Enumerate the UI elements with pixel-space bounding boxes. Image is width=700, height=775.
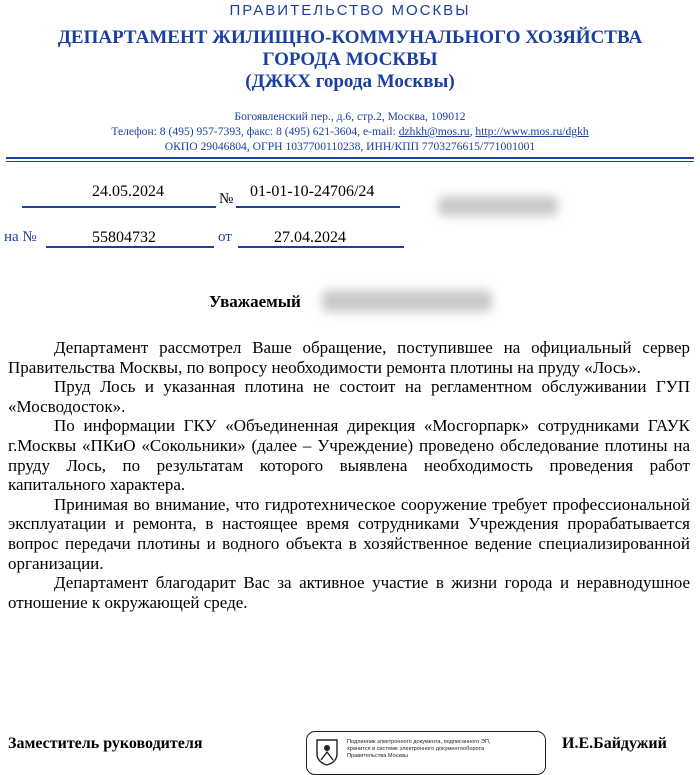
header-divider-thin [6,161,694,162]
department-name [0,27,700,93]
paragraph: Принимая во внимание, что гидротехническое сооружение требует профессиональной эксплуатации и ремонта, в настоящее время сотрудниками Учреждения прорабатывается вопрос передачи плотины и водного объекта в хозяйственное ведение специализированной организации. [8,494,690,573]
electronic-signature-stamp [306,731,546,775]
paragraph: Департамент рассмотрел Ваше обращение, поступившее на официальный сервер Правительства Москвы, по вопросу необходимости ремонта плотины на пруду «Лось». [8,338,690,377]
outgoing-number: 01-01-10-24706/24 [250,183,375,200]
signer-position: Заместитель руководителя [8,735,203,752]
department-name-line1: ДЕПАРТАМЕНТ ЖИЛИЩНО-КОММУНАЛЬНОГО ХОЗЯЙСТВА [57,27,643,48]
website-link[interactable]: http://www.mos.ru/dgkh [475,125,589,138]
department-short-name: (ДЖКХ города Москвы) [245,71,455,92]
moscow-emblem-icon [315,738,339,766]
contacts-block [0,109,700,154]
phone-fax: Телефон: 8 (495) 957-7393, факс: 8 (495) 621-3604, e-mail: [111,125,399,138]
signer-name: И.Е.Байдужий [562,735,667,752]
stamp-line: хранится в системе электронного документооборота [347,746,485,752]
paragraph: Пруд Лось и указанная плотина не состоит на регламентном обслуживании ГУП «Мосводосток». [8,377,690,416]
registry-codes: ОКПО 29046804, ОГРН 1037700110238, ИНН/КПП 7703276615/771001001 [164,140,536,153]
address: Богоявленский пер., д.6, стр.2, Москва, 109012 [234,110,466,123]
reference-date: 27.04.2024 [274,229,346,246]
header-divider [6,157,694,159]
salutation: Уважаемый [209,292,301,311]
outgoing-number-label: № [219,191,234,207]
reference-number: 55804732 [92,229,156,246]
stamp-line: Подлинник электронного документа, подписанного ЭП, [347,739,491,745]
outgoing-date: 24.05.2024 [92,183,164,200]
paragraph: По информации ГКУ «Объединенная дирекция «Мосгорпарк» сотрудниками ГАУК г.Москвы «ПКиО «Сокольники» (далее – Учреждение) проведено обследование плотины на пруду Лось, по результатам которого выявлена необходимость проведения работ капитального характера. [8,416,690,495]
email-link[interactable]: dzhkh@mos.ru [398,125,470,138]
paragraph: Департамент благодарит Вас за активное участие в жизни города и неравнодушное отношение к окружающей среде. [8,573,690,612]
stamp-line: Правительства Москвы [347,753,408,759]
redacted-addressee-name [322,290,492,312]
phone-line: Телефон: 8 (495) 957-7393, факс: 8 (495) 621-3604, e-mail: dzhkh@mos.ru, http://www.mos.ru/dgkh [111,125,589,138]
stamp-text [347,739,543,760]
letter-body [8,338,690,612]
government-title: ПРАВИТЕЛЬСТВО МОСКВЫ [229,2,471,19]
redacted-recipient [438,196,558,216]
reference-from-label: от [218,229,232,245]
department-name-line2: ГОРОДА МОСКВЫ [262,49,438,70]
reference-label: на № [4,229,37,245]
